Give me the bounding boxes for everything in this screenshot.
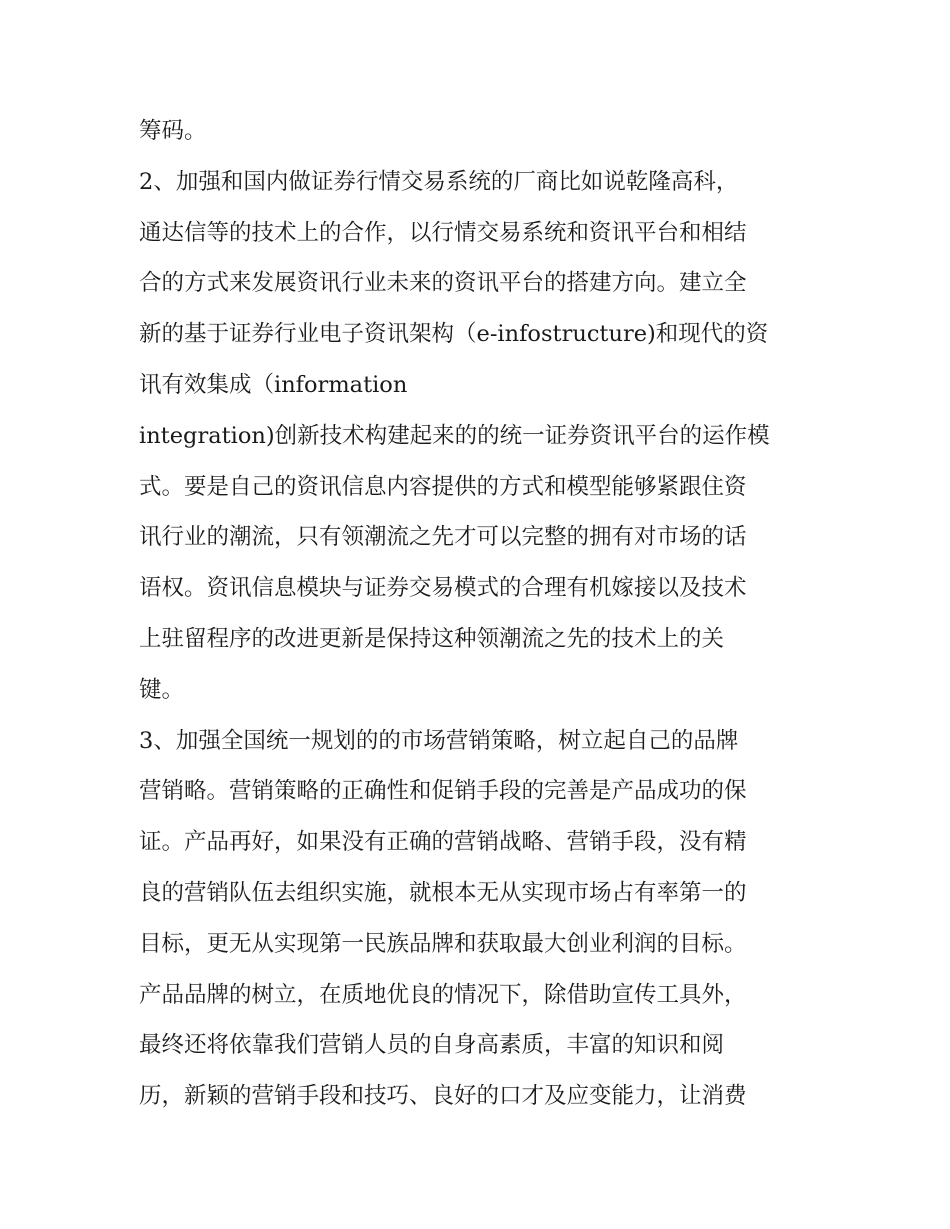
- text-line: 证。产品再好，如果没有正确的营销战略、营销手段，没有精: [139, 829, 747, 856]
- text-line: integration)创新技术构建起来的的统一证券资讯平台的运作模: [139, 422, 770, 449]
- text-line: 良的营销队伍去组织实施，就根本无从实现市场占有率第一的: [139, 879, 747, 906]
- text-line: 3、加强全国统一规划的的市场营销策略，树立起自己的品牌: [139, 727, 739, 754]
- text-line: 目标，更无从实现第一民族品牌和获取最大创业利润的目标。: [139, 930, 747, 957]
- text-line: 新的基于证券行业电子资讯架构（e-infostructure)和现代的资: [139, 321, 769, 348]
- text-line: 上驻留程序的改进更新是保持这种领潮流之先的技术上的关: [139, 625, 725, 652]
- text-line: 产品品牌的树立，在质地优良的情况下，除借助宣传工具外，: [139, 981, 747, 1008]
- text-line: 键。: [139, 676, 185, 703]
- text-line: 式。要是自己的资讯信息内容提供的方式和模型能够紧跟住资: [139, 473, 747, 500]
- text-line: 讯行业的潮流，只有领潮流之先才可以完整的拥有对市场的话: [139, 524, 747, 551]
- text-line: 2、加强和国内做证券行情交易系统的厂商比如说乾隆高科，: [139, 168, 739, 195]
- body-text: [139, 106, 814, 1122]
- text-line: 筹码。: [139, 118, 207, 144]
- text-line: 营销略。营销策略的正确性和促销手段的完善是产品成功的保: [139, 778, 747, 805]
- text-line: 历，新颖的营销手段和技巧、良好的口才及应变能力，让消费: [139, 1083, 747, 1110]
- text-line: 语权。资讯信息模块与证券交易模式的合理有机嫁接以及技术: [139, 575, 747, 602]
- text-line: 最终还将依靠我们营销人员的自身高素质，丰富的知识和阅: [139, 1032, 725, 1059]
- text-line: 合的方式来发展资讯行业未来的资讯平台的搭建方向。建立全: [139, 270, 747, 297]
- text-line: 讯有效集成（information: [139, 371, 408, 398]
- text-line: 通达信等的技术上的合作，以行情交易系统和资讯平台和相结: [139, 219, 747, 246]
